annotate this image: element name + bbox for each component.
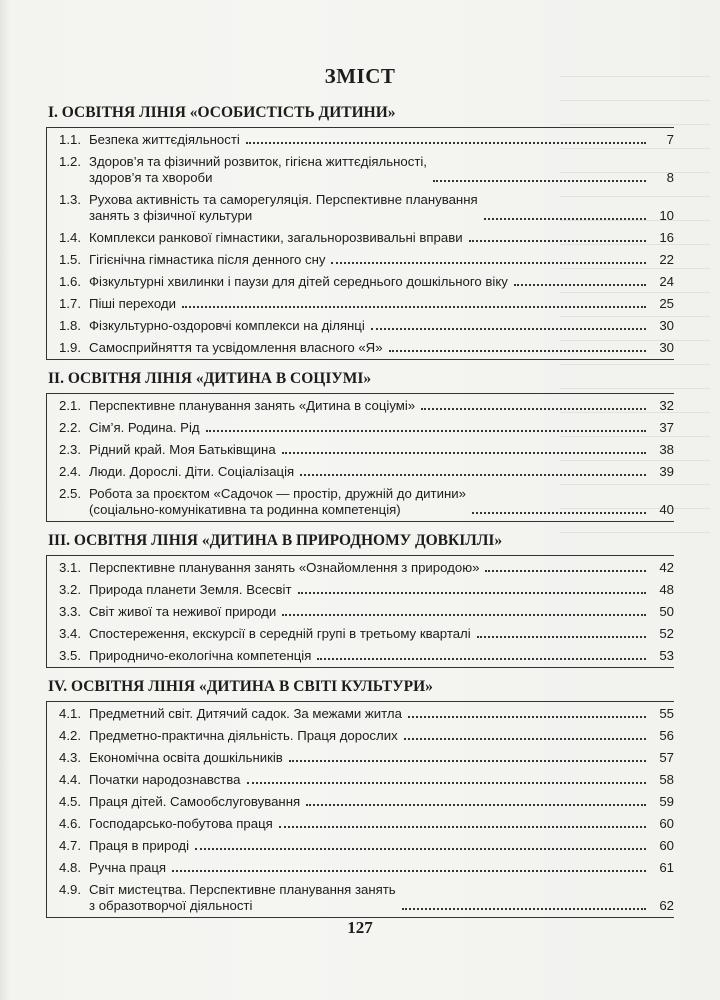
entry-title: Фізкультурно-оздоровчі комплекси на ділянці xyxy=(89,318,365,333)
toc-entry xyxy=(47,398,674,414)
entry-title: Перспективне планування занять «Дитина в соціумі» xyxy=(89,398,416,413)
entry-title: Рідний край. Моя Батьківщина xyxy=(89,442,276,457)
entry-number: 2.4. xyxy=(59,464,81,479)
toc-entry xyxy=(47,274,674,290)
entry-number: 3.2. xyxy=(59,582,81,597)
entry-page-number: 10 xyxy=(659,208,674,223)
entry-title: Здоров’я та фізичний розвиток, гігієна життєдіяльності, здоров’я та хвороби xyxy=(89,154,427,185)
toc-entry xyxy=(47,192,674,224)
toc-entry xyxy=(47,252,674,268)
entry-title: Праця дітей. Самообслуговування xyxy=(89,794,301,809)
entry-page-number: 24 xyxy=(659,274,674,289)
entry-page-number: 39 xyxy=(659,464,674,479)
entry-title: Початки народознавства xyxy=(89,772,241,787)
entry-number: 3.5. xyxy=(59,648,81,663)
dot-leader xyxy=(472,512,646,514)
entry-title: Предметний світ. Дитячий садок. За межами житла xyxy=(89,706,402,721)
entry-page-number: 59 xyxy=(659,794,674,809)
entry-title: Економічна освіта дошкільників xyxy=(89,750,283,765)
section-4 xyxy=(46,678,674,918)
entry-title: Праця в природі xyxy=(89,838,190,853)
toc-entry xyxy=(47,154,674,186)
toc-entry xyxy=(47,132,674,148)
toc-entry xyxy=(47,728,674,744)
toc-entry xyxy=(47,604,674,620)
entry-number: 4.2. xyxy=(59,728,81,743)
dot-leader xyxy=(408,716,646,718)
entry-number: 1.8. xyxy=(59,318,81,333)
entry-number: 1.6. xyxy=(59,274,81,289)
entry-title: Комплекси ранкової гімнастики, загальнорозвивальні вправи xyxy=(89,230,463,245)
dot-leader xyxy=(402,908,646,910)
section-entries xyxy=(46,555,674,668)
entry-page-number: 8 xyxy=(666,170,674,185)
dot-leader xyxy=(514,284,646,286)
dot-leader xyxy=(279,826,646,828)
dot-leader xyxy=(298,592,647,594)
entry-title: Сім’я. Родина. Рід xyxy=(89,420,200,435)
page-number: 127 xyxy=(347,918,373,937)
section-1 xyxy=(46,104,674,360)
entry-title: Природничо-екологічна компетенція xyxy=(89,648,312,663)
entry-page-number: 40 xyxy=(659,502,674,517)
dot-leader xyxy=(182,306,646,308)
page-title: ЗМІСТ xyxy=(324,64,396,88)
section-3 xyxy=(46,532,674,668)
toc-entry xyxy=(47,860,674,876)
entry-number: 4.1. xyxy=(59,706,81,721)
entry-number: 4.9. xyxy=(59,882,81,897)
entry-title: Світ мистецтва. Перспективне планування занять з образотворчої діяльності xyxy=(89,882,396,913)
dot-leader xyxy=(404,738,646,740)
entry-title: Самосприйняття та усвідомлення власного «Я» xyxy=(89,340,383,355)
entry-title: Піші переходи xyxy=(89,296,176,311)
dot-leader xyxy=(371,328,646,330)
entry-title: Ручна праця xyxy=(89,860,167,875)
entry-page-number: 55 xyxy=(659,706,674,721)
toc-entry xyxy=(47,318,674,334)
toc-entry xyxy=(47,838,674,854)
entry-page-number: 32 xyxy=(659,398,674,413)
dot-leader xyxy=(172,870,646,872)
entry-title: Предметно-практична діяльність. Праця дорослих xyxy=(89,728,398,743)
entry-title: Безпека життєдіяльності xyxy=(89,132,240,147)
entry-title: Природа планети Земля. Всесвіт xyxy=(89,582,292,597)
dot-leader xyxy=(282,452,646,454)
dot-leader xyxy=(485,570,646,572)
dot-leader xyxy=(433,180,646,182)
entry-number: 2.3. xyxy=(59,442,81,457)
entry-title: Люди. Дорослі. Діти. Соціалізація xyxy=(89,464,295,479)
entry-page-number: 60 xyxy=(659,838,674,853)
dot-leader xyxy=(282,614,646,616)
entry-number: 2.5. xyxy=(59,486,81,501)
entry-title: Гігієнічна гімнастика після денного сну xyxy=(89,252,326,267)
dot-leader xyxy=(421,408,646,410)
entry-page-number: 22 xyxy=(659,252,674,267)
dot-leader xyxy=(317,658,646,660)
entry-number: 1.9. xyxy=(59,340,81,355)
toc-entry xyxy=(47,626,674,642)
entry-number: 3.4. xyxy=(59,626,81,641)
dot-leader xyxy=(306,804,646,806)
dot-leader xyxy=(469,240,646,242)
entry-page-number: 25 xyxy=(659,296,674,311)
dot-leader xyxy=(300,474,646,476)
entry-page-number: 62 xyxy=(659,898,674,913)
dot-leader xyxy=(289,760,646,762)
entry-number: 3.3. xyxy=(59,604,81,619)
section-2 xyxy=(46,370,674,522)
dot-leader xyxy=(389,350,646,352)
entry-page-number: 42 xyxy=(659,560,674,575)
dot-leader xyxy=(206,430,646,432)
toc-entry xyxy=(47,486,674,518)
entry-number: 4.7. xyxy=(59,838,81,853)
toc-entry xyxy=(47,296,674,312)
entry-page-number: 52 xyxy=(659,626,674,641)
entry-page-number: 61 xyxy=(659,860,674,875)
entry-number: 4.5. xyxy=(59,794,81,809)
entry-number: 1.1. xyxy=(59,132,81,147)
toc-entry xyxy=(47,464,674,480)
entry-page-number: 58 xyxy=(659,772,674,787)
entry-number: 2.1. xyxy=(59,398,81,413)
dot-leader xyxy=(477,636,646,638)
toc-entry xyxy=(47,816,674,832)
entry-number: 4.8. xyxy=(59,860,81,875)
toc-entry xyxy=(47,794,674,810)
section-heading: IV. ОСВІТНЯ ЛІНІЯ «ДИТИНА В СВІТІ КУЛЬТУРИ» xyxy=(48,678,433,695)
section-entries xyxy=(46,701,674,918)
section-heading: III. ОСВІТНЯ ЛІНІЯ «ДИТИНА В ПРИРОДНОМУ ДОВКІЛЛІ» xyxy=(48,532,503,549)
toc-entry xyxy=(47,772,674,788)
entry-title: Рухова активність та саморегуляція. Перспективне планування занять з фізичної культури xyxy=(89,192,478,223)
entry-title: Світ живої та неживої природи xyxy=(89,604,277,619)
toc-entry xyxy=(47,648,674,664)
entry-title: Робота за проєктом «Садочок — простір, дружній до дитини» (соціально-комунікативна та родинна компетенція) xyxy=(89,486,466,517)
entry-number: 2.2. xyxy=(59,420,81,435)
entry-page-number: 7 xyxy=(666,132,674,147)
dot-leader xyxy=(484,218,646,220)
section-entries xyxy=(46,393,674,522)
entry-page-number: 60 xyxy=(659,816,674,831)
toc-entry xyxy=(47,706,674,722)
entry-number: 1.2. xyxy=(59,154,81,169)
entry-title: Фізкультурні хвилинки і паузи для дітей середнього дошкільного віку xyxy=(89,274,508,289)
entry-page-number: 37 xyxy=(659,420,674,435)
entry-page-number: 48 xyxy=(659,582,674,597)
entry-number: 4.4. xyxy=(59,772,81,787)
section-heading: I. ОСВІТНЯ ЛІНІЯ «ОСОБИСТІСТЬ ДИТИНИ» xyxy=(48,104,396,121)
entry-page-number: 50 xyxy=(659,604,674,619)
section-heading: II. ОСВІТНЯ ЛІНІЯ «ДИТИНА В СОЦІУМІ» xyxy=(48,370,372,387)
dot-leader xyxy=(331,262,646,264)
dot-leader xyxy=(247,782,646,784)
toc-entry xyxy=(47,882,674,914)
section-entries xyxy=(46,127,674,360)
entry-page-number: 53 xyxy=(659,648,674,663)
entry-title: Господарсько-побутова праця xyxy=(89,816,273,831)
entry-title: Перспективне планування занять «Ознайомлення з природою» xyxy=(89,560,480,575)
entry-page-number: 56 xyxy=(659,728,674,743)
dot-leader xyxy=(246,142,646,144)
entry-page-number: 30 xyxy=(659,318,674,333)
entry-page-number: 16 xyxy=(659,230,674,245)
entry-number: 4.6. xyxy=(59,816,81,831)
toc-entry xyxy=(47,560,674,576)
entry-page-number: 38 xyxy=(659,442,674,457)
toc-entry xyxy=(47,442,674,458)
entry-number: 1.3. xyxy=(59,192,81,207)
dot-leader xyxy=(195,848,646,850)
entry-number: 1.5. xyxy=(59,252,81,267)
toc-entry xyxy=(47,230,674,246)
entry-title: Спостереження, екскурсії в середній групі в третьому кварталі xyxy=(89,626,471,641)
entry-page-number: 57 xyxy=(659,750,674,765)
entry-number: 1.7. xyxy=(59,296,81,311)
entry-number: 4.3. xyxy=(59,750,81,765)
entry-number: 1.4. xyxy=(59,230,81,245)
toc-entry xyxy=(47,340,674,356)
entry-page-number: 30 xyxy=(659,340,674,355)
toc-entry xyxy=(47,420,674,436)
toc-entry xyxy=(47,582,674,598)
entry-number: 3.1. xyxy=(59,560,81,575)
toc-entry xyxy=(47,750,674,766)
